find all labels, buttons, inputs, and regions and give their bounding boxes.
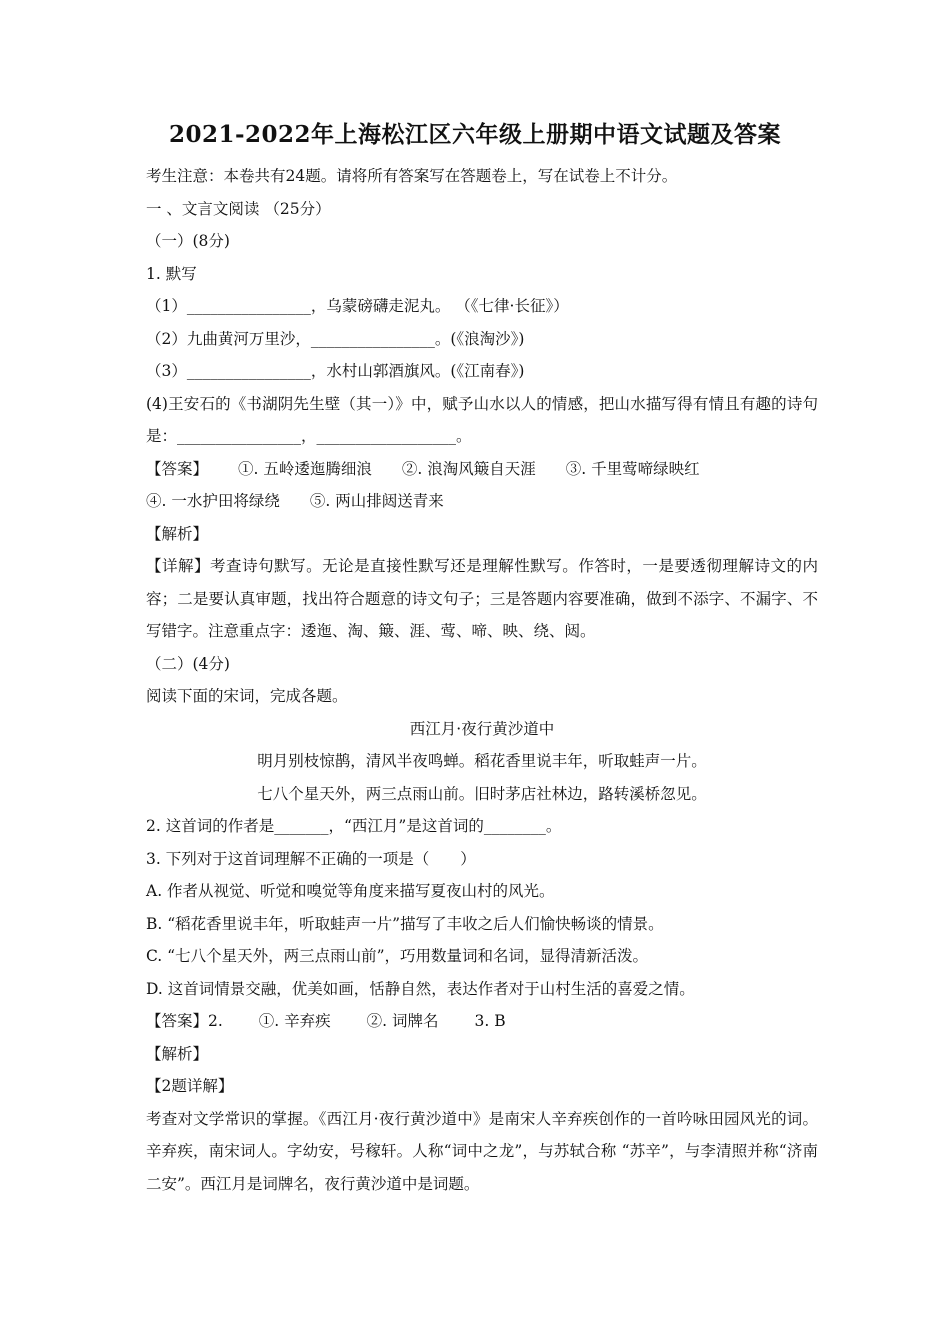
question-3-option-b: B. “稻花香里说丰年，听取蛙声一片”描写了丰收之后人们愉快畅谈的情景。 xyxy=(146,914,664,933)
question-2-detail: 考查对文学常识的掌握。《西江月·夜行黄沙道中》是南宋人辛弃疾创作的一首吟咏田园风光的词。辛弃疾，南宋词人。字幼安，号稼轩。人称“词中之龙”，与苏轼合称 “苏辛”，与李清照并称“济南二安”。西江月是词牌名，夜行黄沙道中是词题。 xyxy=(146,1109,818,1193)
part-heading: （一）(8分) xyxy=(146,232,230,250)
question-3-option-c: C. “七八个星天外，两三点雨山前”，巧用数量词和名词，显得清新活泼。 xyxy=(146,947,649,965)
answer-1-1: ①. 五岭逶迤腾细浪 xyxy=(238,459,372,478)
answer-3: 3. B xyxy=(474,1012,506,1030)
question-3-stem: 3. 下列对于这首词理解不正确的一项是（ ） xyxy=(146,849,476,868)
answer-1-row xyxy=(146,453,818,486)
answer-1-row-2 xyxy=(146,485,818,518)
poem-title: 西江月·夜行黄沙道中 xyxy=(409,719,555,738)
answer-2-row xyxy=(146,1005,818,1038)
answer-1-2: ②. 浪淘风簸自天涯 xyxy=(401,459,536,478)
reading-intro: 阅读下面的宋词，完成各题。 xyxy=(146,687,348,705)
question-1-item-4: (4)王安石的《书湖阴先生壁（其一）》中，赋予山水以人的情感，把山水描写得有情且有趣的诗句是：________________，__________________。 xyxy=(146,394,818,445)
answer-label: 【答案】 xyxy=(146,459,209,478)
document-title: 2021-2022年上海松江区六年级上册期中语文试题及答案 xyxy=(168,121,782,148)
exam-notice: 考生注意：本卷共有24题。请将所有答案写在答题卷上，写在试卷上不计分。 xyxy=(146,167,678,185)
answer-2-2: ②. 词牌名 xyxy=(366,1012,439,1030)
analysis-label: 【解析】 xyxy=(146,524,209,543)
analysis-label-2: 【解析】 xyxy=(146,1044,209,1063)
answer-2-1: ①. 辛弃疾 xyxy=(258,1012,331,1030)
answer-1-4: ④. 一水护田将绿绕 xyxy=(146,492,280,510)
part-heading-2: （二）(4分) xyxy=(146,654,230,673)
section-heading: 一 、文言文阅读 （25分） xyxy=(146,199,331,218)
question-2: 2. 这首词的作者是_______，“西江月”是这首词的________。 xyxy=(146,817,562,835)
question-1-title: 1. 默写 xyxy=(146,264,197,283)
document-body xyxy=(146,160,818,1200)
question-3-option-d: D. 这首词情景交融，优美如画，恬静自然，表达作者对于山村生活的喜爱之情。 xyxy=(146,979,695,998)
detail-2-label: 【2题详解】 xyxy=(146,1077,234,1095)
question-3-option-a: A. 作者从视觉、听觉和嗅觉等角度来描写夏夜山村的风光。 xyxy=(146,882,555,900)
poem-line-1: 明月别枝惊鹊，清风半夜鸣蝉。稻花香里说丰年，听取蛙声一片。 xyxy=(257,752,707,770)
question-1-item-3: （3）________________，水村山郭酒旗风。(《江南春》) xyxy=(146,362,525,380)
answer-2-label: 【答案】2. xyxy=(146,1012,223,1030)
answer-1-3: ③. 千里莺啼绿映红 xyxy=(565,459,700,478)
question-1-item-1: （1）________________，乌蒙磅礴走泥丸。 （《七律·长征》） xyxy=(146,297,569,315)
question-1-item-2: （2）九曲黄河万里沙，________________。(《浪淘沙》) xyxy=(146,329,525,348)
question-1-detail: 【详解】考查诗句默写。无论是直接性默写还是理解性默写。作答时，一是要透彻理解诗文的内容；二是要认真审题，找出符合题意的诗文句子；三是答题内容要准确，做到不添字、不漏字、不写错字。注意重点字：逶迤、淘、簸、涯、莺、啼、映、绕、闼。 xyxy=(146,557,818,640)
poem-line-2: 七八个星天外，两三点雨山前。旧时茅店社林边，路转溪桥忽见。 xyxy=(257,784,707,803)
answer-1-5: ⑤. 两山排闼送青来 xyxy=(309,492,444,510)
